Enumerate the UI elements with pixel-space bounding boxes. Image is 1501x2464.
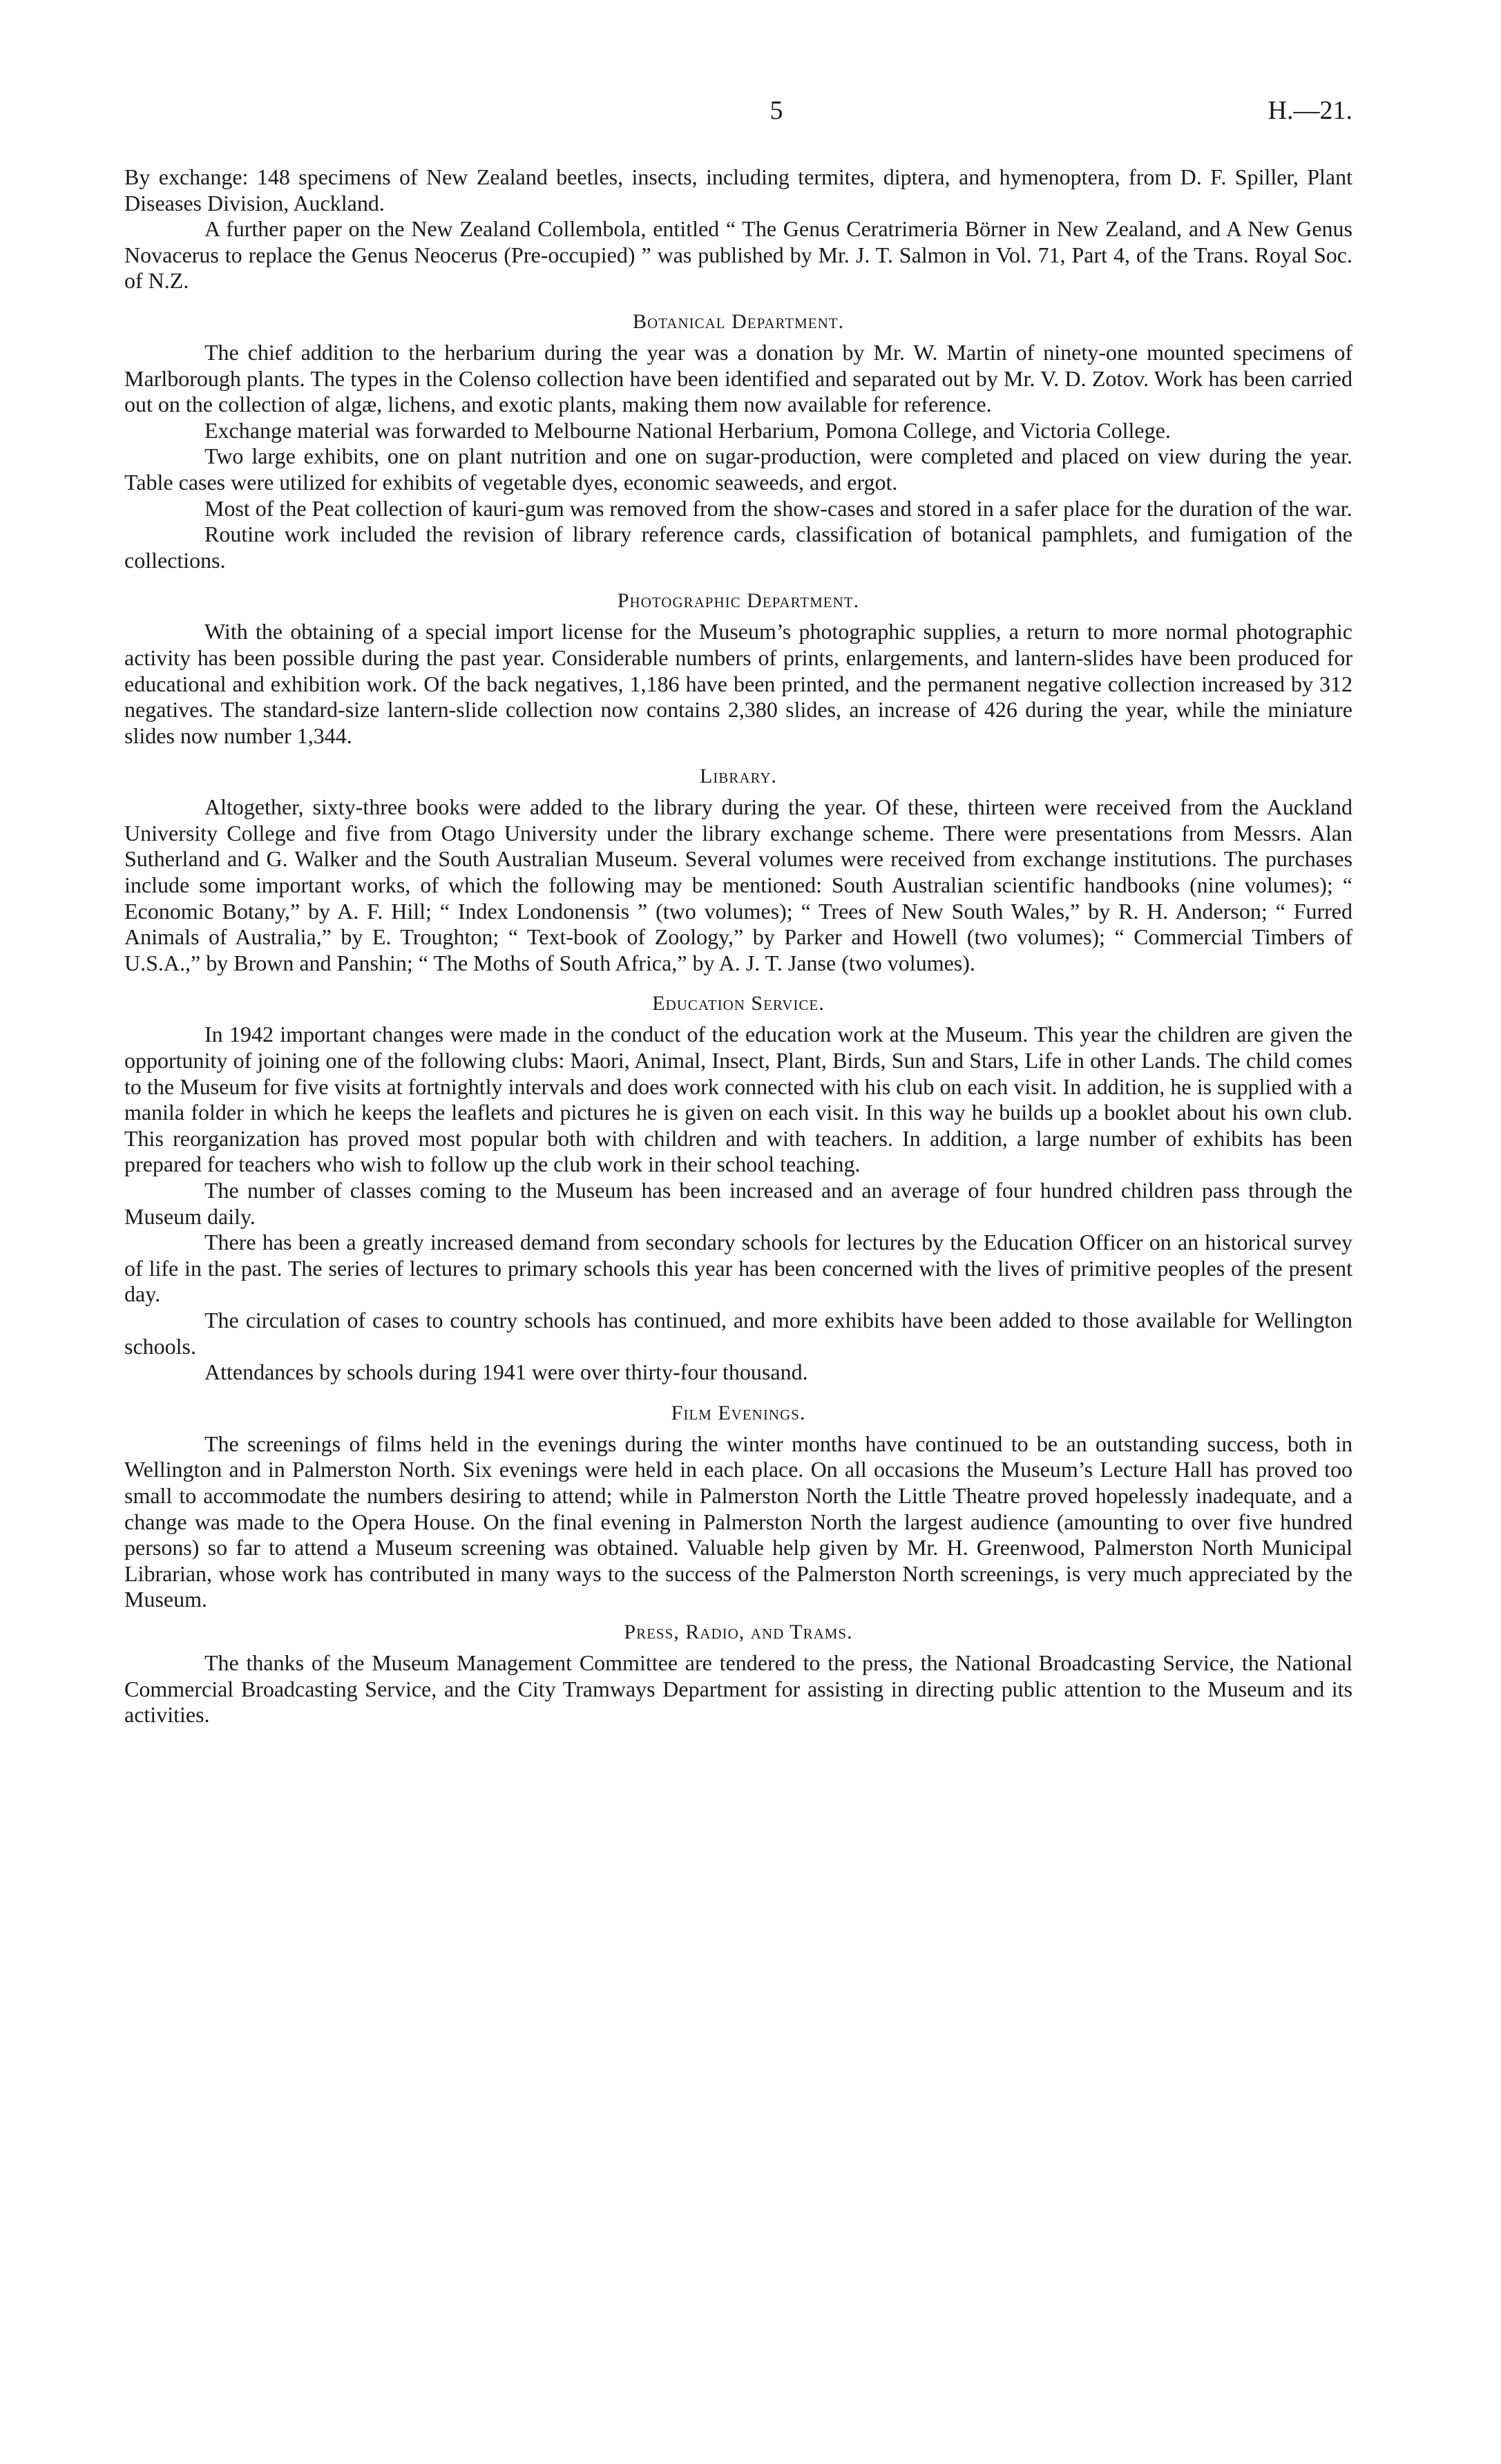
entomology-section [124,164,1352,294]
paragraph: The chief addition to the herbarium during the year was a donation by Mr. W. Martin of ninety-one mounted specimens of Marlborough plants. The types in the Colenso collection have been identified and separated out by Mr. V. D. Zotov. Work has been carried out on the collection of algæ, lichens, and exotic plants, making them now available for reference. [124,339,1352,417]
section-heading-education: Education Service. [652,992,825,1015]
collembola-paragraph: A further paper on the New Zealand Collembola, entitled “ The Genus Ceratrimeria Börner in New Zealand, and A New Genus Novacerus to replace the Genus Neocerus (Pre-occupied) ” was published by Mr. J. T. Salmon in Vol. 71, Part 4, of the Trans. Royal Soc. of N.Z. [124,216,1352,294]
page-header [200,95,1352,137]
photographic-department-section [124,589,1352,749]
paragraph: Attendances by schools during 1941 were over thirty-four thousand. [204,1359,808,1385]
section-heading-botanical: Botanical Department. [632,309,845,333]
paragraph: Most of the Peat collection of kauri-gum was removed from the show-cases and stored in a safer place for the duration of the war. [204,495,1352,521]
botanical-department-section [124,309,1352,573]
document-reference: H.—21. [1268,96,1352,125]
paragraph: In 1942 important changes were made in the conduct of the education work at the Museum. This year the children are given the opportunity of joining one of the following clubs: Maori, Animal, Insect, Plant, Birds, Sun and Stars, Life in other Lands. The child comes to the Museum for five visits at fortnightly intervals and does work connected with his club on each visit. In addition, he is supplied with a manila folder in which he keeps the leaflets and pictures he is given on each visit. In this way he builds up a booklet about his own club. This reorganization has proved most popular both with children and with teachers. In addition, a large number of exhibits has been prepared for teachers who wish to follow up the club work in their school teaching. [124,1022,1352,1177]
paragraph: There has been a greatly increased demand from secondary schools for lectures by the Education Officer on an historical survey of life in the past. The series of lectures to primary schools this year has been concerned with the lives of primitive peoples of the present day. [124,1230,1352,1307]
paragraph: The circulation of cases to country schools has continued, and more exhibits have been added to those available for Wellington schools. [124,1307,1352,1359]
paragraph: Routine work included the revision of library reference cards, classification of botanical pamphlets, and fumigation of the collections. [124,522,1352,573]
section-heading-film: Film Evenings. [671,1401,806,1424]
education-service-section [124,991,1352,1385]
press-radio-trams-section [124,1620,1352,1728]
section-heading-press: Press, Radio, and Trams. [624,1620,853,1643]
paragraph: With the obtaining of a special import license for the Museum’s photographic supplies, a return to more normal photographic activity has been possible during the past year. Considerable numbers of prints, enlargements, and lantern-slides have been produced for educational and exhibition work. Of the back negatives, 1,186 have been printed, and the permanent negative collection increased by 312 negatives. The standard-size lantern-slide collection now contains 2,380 slides, an increase of 426 during the year, while the miniature slides now number 1,344. [124,619,1352,748]
paragraph: The thanks of the Museum Management Committee are tendered to the press, the National Broadcasting Service, the National Commercial Broadcasting Service, and the City Tramways Department for assisting in directing public attention to the Museum and its activities. [124,1650,1352,1728]
library-section [124,764,1352,976]
paragraph: Exchange material was forwarded to Melbourne National Herbarium, Pomona College, and Victoria College. [204,417,1171,443]
paragraph: Altogether, sixty-three books were added to the library during the year. Of these, thirteen were received from the Auckland University College and five from Otago University under the library exchange scheme. There were presentations from Messrs. Alan Sutherland and G. Walker and the South Australian Museum. Several volumes were received from exchange institutions. The purchases include some important works, of which the following may be mentioned: South Australian scientific handbooks (nine volumes); “ Economic Botany,” by A. F. Hill; “ Index Londonensis ” (two volumes); “ Trees of New South Wales,” by R. H. Anderson; “ Furred Animals of Australia,” by E. Troughton; “ Text-book of Zoology,” by Parker and Howell (two volumes); “ Commercial Timbers of U.S.A.,” by Brown and Panshin; “ The Moths of South Africa,” by A. J. T. Janse (two volumes). [124,794,1352,975]
paragraph: The number of classes coming to the Museum has been increased and an average of four hundred children pass through the Museum daily. [124,1178,1352,1229]
section-heading-library: Library. [699,765,777,788]
section-heading-photographic: Photographic Department. [617,589,860,613]
exchange-paragraph: By exchange: 148 specimens of New Zealand beetles, insects, including termites, diptera, and hymenoptera, from D. F. Spiller, Plant Diseases Division, Auckland. [124,164,1352,216]
page-content [124,164,1352,1728]
film-evenings-section [124,1401,1352,1613]
paragraph: Two large exhibits, one on plant nutrition and one on sugar-production, were completed and placed on view during the year. Table cases were utilized for exhibits of vegetable dyes, economic seaweeds, and ergot. [124,443,1352,495]
paragraph: The screenings of films held in the evenings during the winter months have continued to be an outstanding success, both in Wellington and in Palmerston North. Six evenings were held in each place. On all occasions the Museum’s Lecture Hall has proved too small to accommodate the numbers desiring to attend; while in Palmerston North the Little Theatre proved hopelessly inadequate, and a change was made to the Opera House. On the final evening in Palmerston North the largest audience (amounting to over five hundred persons) so far to attend a Museum screening was obtained. Valuable help given by Mr. H. Greenwood, Palmerston North Municipal Librarian, whose work has contributed in many ways to the success of the Palmerston North screenings, is very much appreciated by the Museum. [124,1431,1352,1612]
page-number: 5 [769,96,783,125]
